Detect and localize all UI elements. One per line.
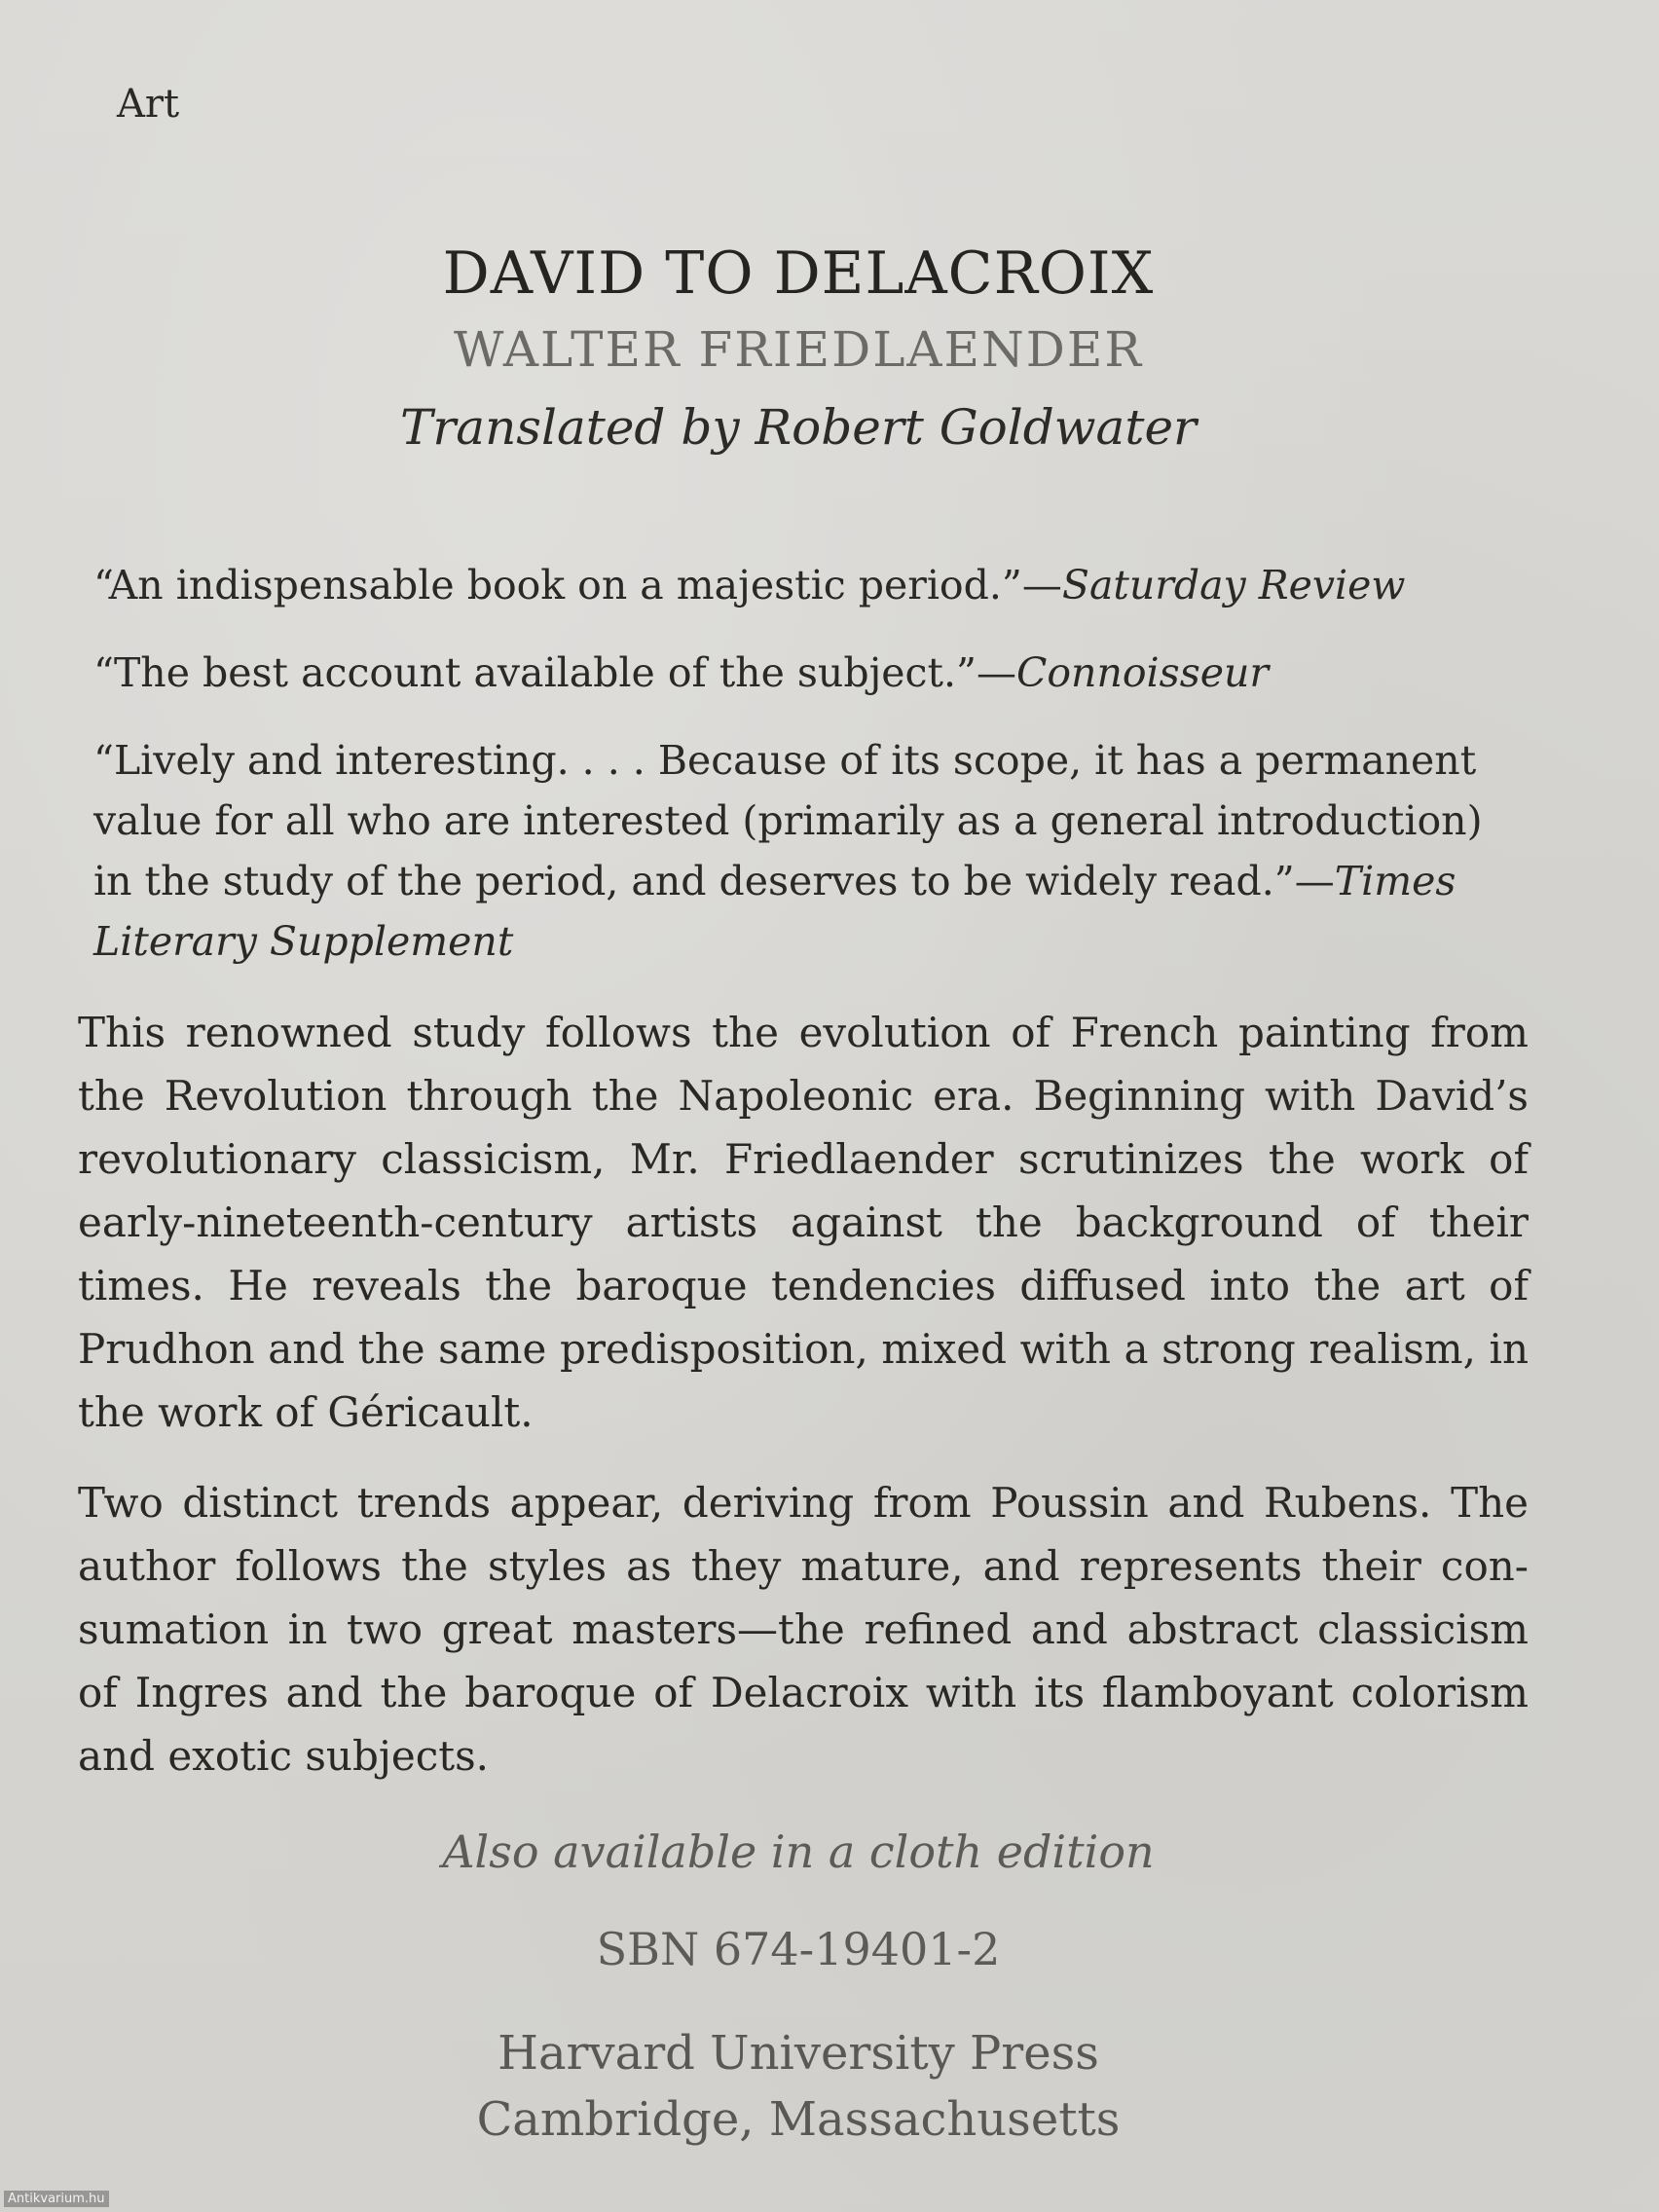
publisher-block [0,2020,1597,2153]
description-paragraph: This renowned study follows the evolution of French painting from the Revolution through the Napoleonic era. Beginning with David’s revolutionary classicism, Mr. Friedlaender scrutinizes the work of early-nineteenth-century artists against the background of their times. He reveals the baroque tendencies diffused into the art of Prudhon and the same predisposition, mixed with a strong realism, in the work of Géricault. [78,1009,1529,1436]
quote-source: Saturday Review [1061,562,1406,608]
quote-text: “The best account available of the subject.”— [93,649,1016,696]
book-translator: Translated by Robert Goldwater [400,399,1197,456]
review-quote [93,730,1515,972]
watermark: Antikvarium.hu [4,2191,109,2207]
book-author: WALTER FRIEDLAENDER [454,321,1143,378]
review-quote [93,643,1515,703]
quote-source: Connoisseur [1016,649,1270,696]
review-quotes [93,555,1515,999]
sbn-number: SBN 674-19401-2 [596,1923,1001,1975]
category-label: Art [117,82,180,127]
quote-source: Times Literary Supplement [93,858,1456,965]
edition-note: Also available in a cloth edition [442,1825,1155,1878]
quote-text: “An indispensable book on a majestic period.”— [93,562,1062,608]
review-quote [93,555,1515,615]
publisher-name: Harvard University Press [498,2026,1099,2081]
quote-text: “Lively and interesting. . . . Because of its scope, it has a permanent value for all who are interested (primarily as a general introduction) in the study of the period, and deserves to be widely read.”— [93,737,1483,904]
book-description [78,1001,1529,1815]
description-paragraph: Two distinct trends appear, deriving from Poussin and Rubens. The author follows the styles as they mature, and represents their con-sumation in two great masters—the refined and abstract classicism of Ingres and the baroque of Delacroix with its flamboyant colorism and exotic subjects. [78,1479,1529,1780]
publisher-location: Cambridge, Massachusetts [476,2092,1121,2147]
book-title: DAVID TO DELACROIX [442,240,1155,308]
